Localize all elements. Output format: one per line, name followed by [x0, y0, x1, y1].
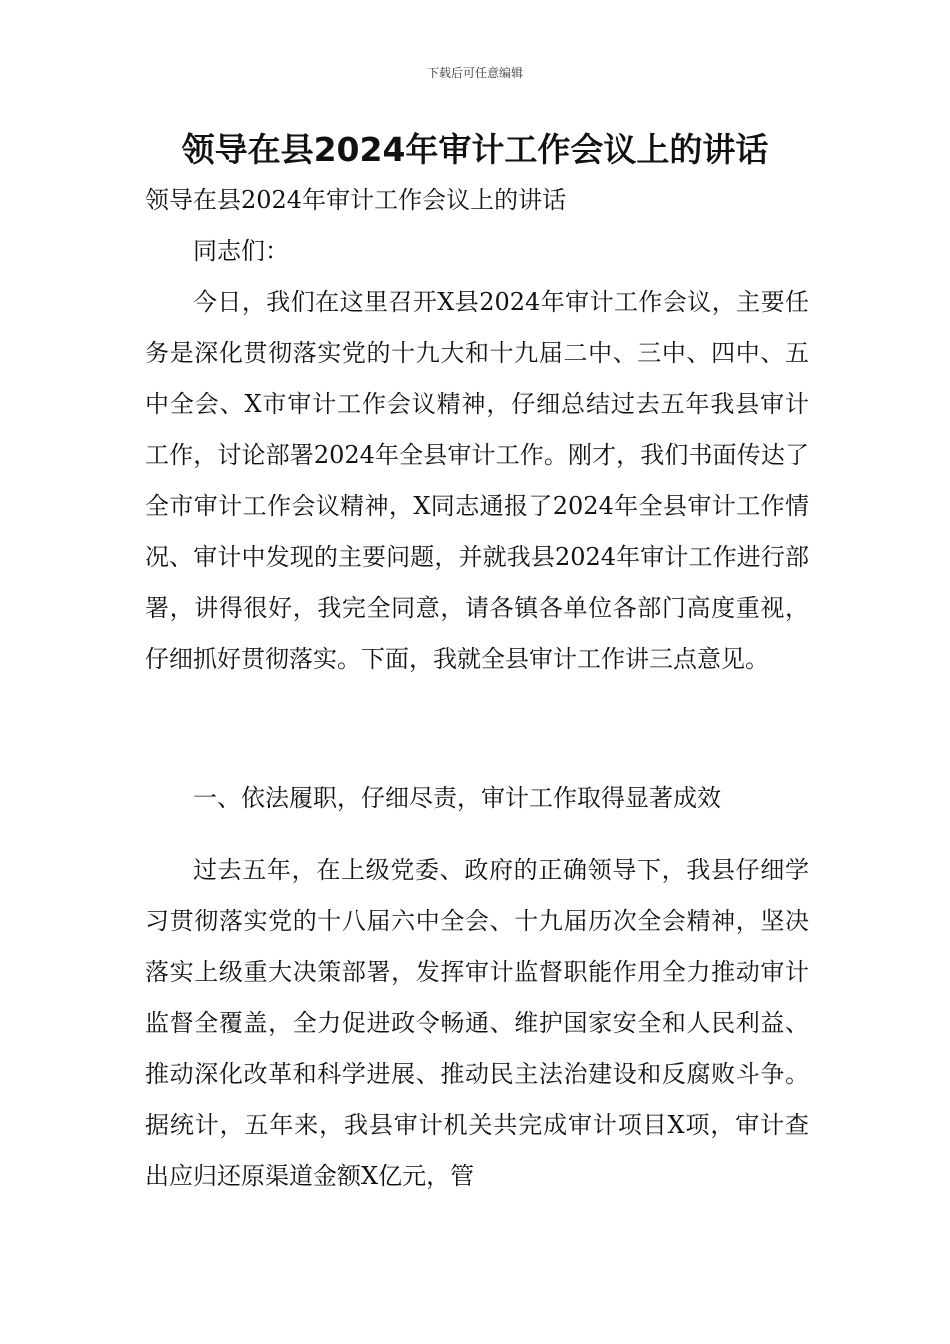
document-title: 领导在县2024年审计工作会议上的讲话 — [181, 130, 769, 169]
salutation: 同志们： — [193, 237, 289, 265]
header-note: 下载后可任意编辑 — [426, 66, 523, 80]
paragraph-intro: 今日，我们在这里召开X县2024年审计工作会议，主要任务是深化贯彻落实党的十九大和十九届二中、三中、四中、五中全会、X市审计工作会议精神，仔细总结过去五年我县审计工作，讨论部署2024年全县审计工作。刚才，我们书面传达了全市审计工作会议精神，X同志通报了2024年全县审计工作情况、审计中发现的主要问题，并就我县2024年审计工作进行部署，讲得很好，我完全同意，请各镇各单位各部门高度重视，仔细抓好贯彻落实。下面，我就全县审计工作讲三点意见。 — [145, 288, 809, 673]
section-heading: 一、依法履职，仔细尽责，审计工作取得显著成效 — [193, 784, 721, 812]
paragraph-achievements: 过去五年，在上级党委、政府的正确领导下，我县仔细学习贯彻落实党的十八届六中全会、十九届历次全会精神，坚决落实上级重大决策部署，发挥审计监督职能作用全力推动审计监督全覆盖，全力促进政令畅通、维护国家安全和人民利益、推动深化改革和科学进展、推动民主法治建设和反腐败斗争。据统计，五年来，我县审计机关共完成审计项目X项，审计查出应归还原渠道金额X亿元，管 — [145, 856, 809, 1190]
document-subtitle: 领导在县2024年审计工作会议上的讲话 — [145, 186, 567, 214]
